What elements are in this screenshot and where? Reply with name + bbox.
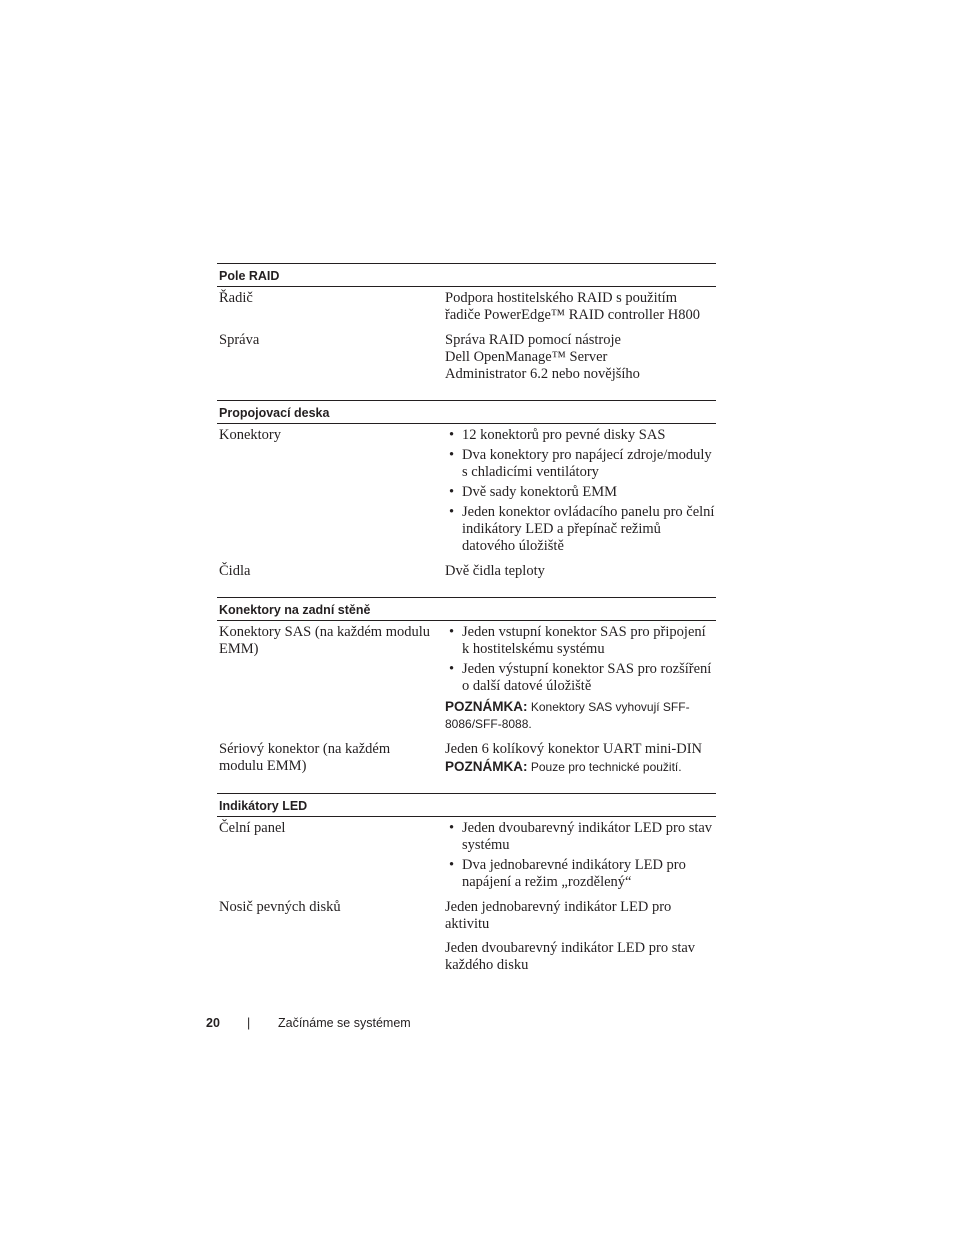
spec-label: Sériový konektor (na každém modulu EMM): [219, 741, 391, 774]
spec-row: [217, 820, 716, 894]
spec-row: [217, 290, 716, 324]
footer-separator: |: [247, 1016, 251, 1030]
bullet-item: • Dva jednobarevné indikátory LED pro napájení a režim „rozdělený“: [445, 857, 716, 891]
value-line: Dell OpenManage™ Server: [445, 349, 608, 365]
bullet-item: • Dva konektory pro napájecí zdroje/moduly s chladicími ventilátory: [445, 447, 716, 481]
spec-row: [217, 427, 716, 558]
note-text: Pouze pro technické použití.: [530, 760, 682, 774]
spec-value: [445, 563, 716, 580]
value-line: řadiče PowerEdge™ RAID controller H800: [445, 307, 700, 323]
spec-label: Konektory SAS (na každém modulu EMM): [219, 624, 431, 657]
value-line: Jeden 6 kolíkový konektor UART mini-DIN: [445, 741, 703, 757]
spec-value: [445, 332, 716, 383]
note-text: Konektory SAS vyhovují SFF-8086/SFF-8088.: [445, 700, 690, 731]
value-line: Podpora hostitelského RAID s použitím: [445, 290, 677, 306]
value-line: Jeden jednobarevný indikátor LED pro aktivitu: [445, 899, 672, 932]
bullet-list: [445, 427, 716, 555]
bullet-list: [445, 820, 716, 891]
spec-row: [217, 741, 716, 776]
value-line: Správa RAID pomocí nástroje: [445, 332, 621, 348]
page-number: 20: [206, 1016, 220, 1030]
bullet-item: • Jeden výstupní konektor SAS pro rozšíření o další datové úložiště: [445, 661, 716, 695]
note: [445, 758, 716, 776]
note: [445, 698, 716, 733]
section-heading: Indikátory LED: [217, 793, 716, 817]
spec-value: [445, 624, 716, 733]
bullet-item: • Jeden konektor ovládacího panelu pro čelní indikátory LED a přepínač režimů datového úložiště: [445, 504, 716, 555]
spec-label: Čelní panel: [219, 820, 286, 836]
section-heading: Pole RAID: [217, 263, 716, 287]
bullet-item: • 12 konektorů pro pevné disky SAS: [445, 427, 716, 444]
bullet-list: [445, 624, 716, 695]
bullet-item: • Dvě sady konektorů EMM: [445, 484, 716, 501]
spec-label: Konektory: [219, 427, 282, 443]
spec-table: [217, 263, 716, 974]
bullet-item: • Jeden vstupní konektor SAS pro připojení k hostitelskému systému: [445, 624, 716, 658]
spec-row: [217, 332, 716, 383]
spec-value: [445, 290, 716, 324]
section-heading: Propojovací deska: [217, 400, 716, 424]
spec-value: [445, 899, 716, 974]
spec-label: Nosič pevných disků: [219, 899, 341, 915]
spec-value: [445, 820, 716, 894]
note-label: POZNÁMKA:: [445, 759, 528, 774]
spec-row: [217, 624, 716, 733]
spec-value: [445, 427, 716, 558]
bullet-item: • Jeden dvoubarevný indikátor LED pro stav systému: [445, 820, 716, 854]
spec-row: [217, 899, 716, 974]
footer-title: Začínáme se systémem: [278, 1016, 411, 1030]
spec-label: Čidla: [219, 563, 251, 579]
value-line: Administrator 6.2 nebo novějšího: [445, 366, 640, 382]
value-line: Jeden dvoubarevný indikátor LED pro stav každého disku: [445, 940, 696, 973]
spec-row: [217, 563, 716, 580]
section-heading: Konektory na zadní stěně: [217, 597, 716, 621]
spec-label: Řadič: [219, 290, 253, 306]
spec-label: Správa: [219, 332, 260, 348]
note-label: POZNÁMKA:: [445, 699, 528, 714]
spec-value: [445, 741, 716, 776]
value-line: Dvě čidla teploty: [445, 563, 545, 579]
